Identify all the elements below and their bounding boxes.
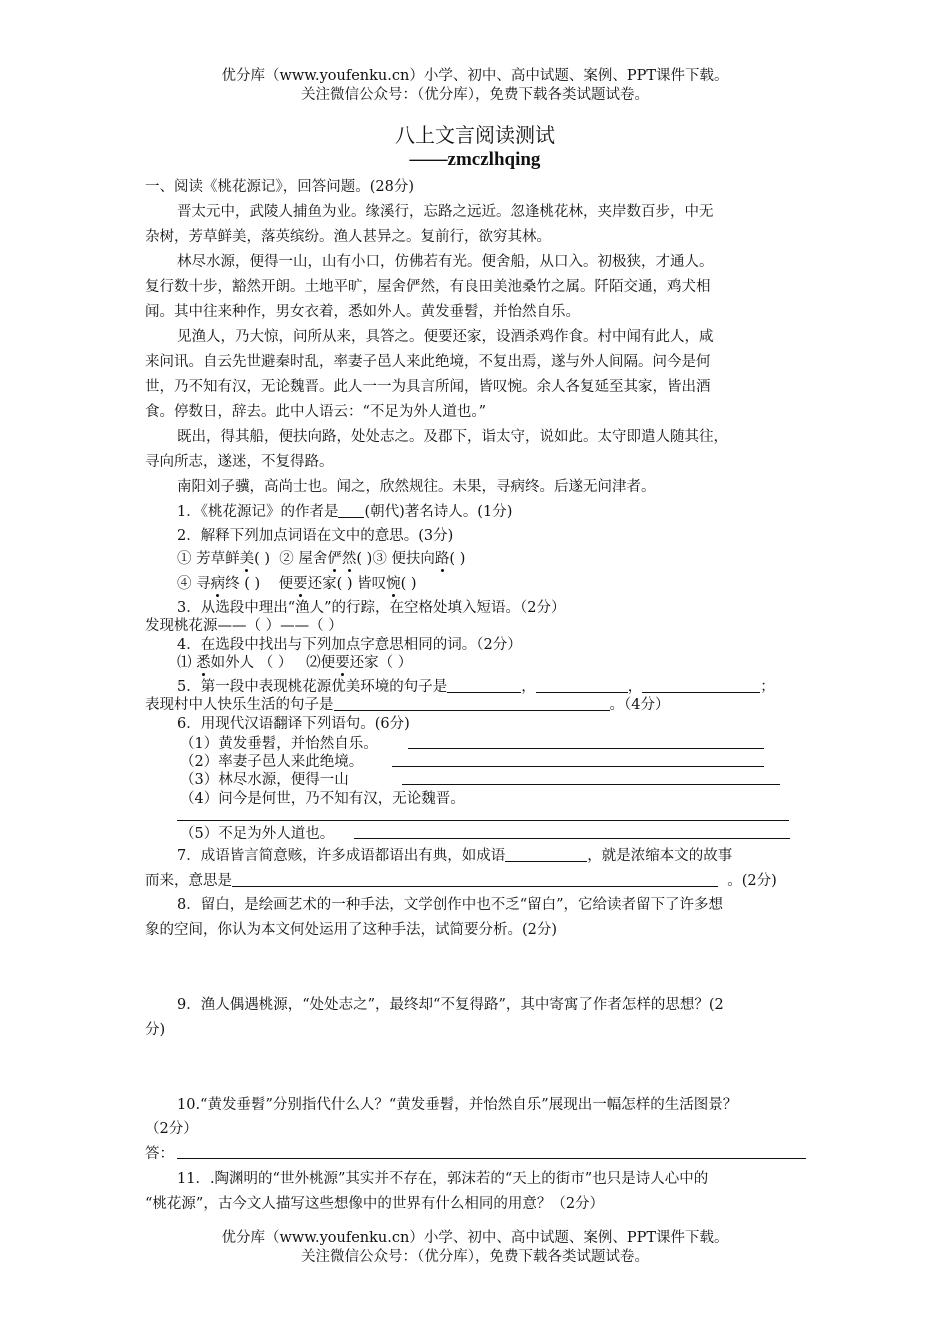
answer-blank[interactable] [536, 678, 628, 693]
answer-line[interactable] [177, 820, 789, 821]
question-8: 8．留白，是绘画艺术的一种手法，文学创作中也不乏“留白”，它给读者留下了许多想 [177, 897, 724, 913]
question-6-item: （5）不足为外人道也。 [180, 826, 335, 842]
question-2-row-2: ④ 寻病终 ( ) 便要还家( ) 皆叹惋( ) [177, 576, 417, 592]
answer-blank[interactable] [505, 847, 587, 862]
question-7-b: 而来，意思是 。(2分) [145, 873, 777, 889]
passage-line: 食。停数日，辞去。此中人语云：“不足为外人道也。” [145, 404, 487, 420]
question-7: 7．成语皆言简意赅，许多成语都语出有典，如成语 ，就是浓缩本文的故事 [177, 848, 733, 864]
answer-blank[interactable] [447, 678, 521, 693]
answer-blank[interactable] [334, 696, 610, 711]
question-3-stem: 3．从选段中理出“渔人”的行踪，在空格处填入短语。（2分） [177, 600, 566, 616]
header-line-2: 关注微信公众号：（优分库），免费下载各类试题试卷。 [301, 87, 649, 103]
question-10: 10.“黄发垂髫”分别指代什么人？“黄发垂髫，并怡然自乐”展现出一幅怎样的生活图景？ [177, 1097, 738, 1113]
section-heading: 一、阅读《桃花源记》，回答问题。(28分) [145, 179, 415, 195]
question-5: 5．第一段中表现桃花源优美环境的句子是 ， ， ； [177, 679, 775, 695]
question-5-b: 表现村中人快乐生活的句子是 。（4分） [145, 697, 670, 713]
passage-line: 闻。其中往来种作，男女衣着，悉如外人。黄发垂髫，并怡然自乐。 [145, 304, 580, 320]
question-9: 9．渔人偶遇桃源，“处处志之”，最终却“不复得路”，其中寄寓了作者怎样的思想？(2 [177, 997, 724, 1013]
answer-line[interactable] [402, 784, 780, 785]
passage-line: 世，乃不知有汉，无论魏晋。此人一一为具言所闻，皆叹惋。余人各复延至其家，皆出酒 [145, 379, 711, 395]
question-1: 1．《桃花源记》的作者是 (朝代)著名诗人。(1分) [177, 504, 513, 520]
footer-line-2: 关注微信公众号：（优分库），免费下载各类试题试卷。 [301, 1249, 649, 1265]
question-6-item: （2）率妻子邑人来此绝境。 [180, 754, 364, 770]
answer-line[interactable] [392, 766, 764, 767]
passage-line: 杂树，芳草鲜美，落英缤纷。渔人甚异之。复前行，欲穷其林。 [145, 229, 551, 245]
header-line-1: 优分库（www.youfenku.cn）小学、初中、高中试题、案例、PPT课件下载。 [221, 68, 729, 84]
question-4-stem: 4．在选段中找出与下列加点字意思相同的词。（2分） [177, 637, 522, 653]
answer-blank[interactable] [642, 678, 760, 693]
question-6-item: （4）问今是何世，乃不知有汉，无论魏晋。 [180, 791, 465, 807]
question-2-row-1: ① 芳草鲜美( ) ② 屋舍俨然( )③ 便扶向路( ) [177, 551, 466, 567]
answer-blank[interactable] [232, 872, 718, 887]
footer-line-1: 优分库（www.youfenku.cn）小学、初中、高中试题、案例、PPT课件下载。 [221, 1230, 729, 1246]
answer-line[interactable] [354, 838, 790, 839]
question-6-item: （3）林尽水源，便得一山 [180, 772, 349, 788]
question-2-stem: 2．解释下列加点词语在文中的意思。(3分) [177, 528, 454, 544]
passage-line: 见渔人，乃大惊，问所从来，具答之。便要还家，设酒杀鸡作食。村中闻有此人，咸 [177, 329, 714, 345]
passage-line: 既出，得其船，便扶向路，处处志之。及郡下，诣太守，说如此。太守即遣人随其往， [177, 429, 728, 445]
answer-blank[interactable] [338, 503, 364, 518]
passage-line: 南阳刘子骥，高尚士也。闻之，欣然规往。未果，寻病终。后遂无问津者。 [177, 479, 656, 495]
question-11: 11．.陶渊明的“世外桃源”其实并不存在，郭沫若的“天上的街市”也只是诗人心中的 [177, 1171, 709, 1187]
answer-line[interactable] [408, 748, 764, 749]
question-6-stem: 6．用现代汉语翻译下列语句。(6分) [177, 716, 410, 732]
question-9-b: 分) [145, 1022, 166, 1038]
passage-line: 晋太元中，武陵人捕鱼为业。缘溪行，忘路之远近。忽逢桃花林，夹岸数百步，中无 [177, 204, 714, 220]
passage-line: 来问讯。自云先世避秦时乱，率妻子邑人来此绝境，不复出焉，遂与外人间隔。问今是何 [145, 354, 711, 370]
answer-line[interactable] [177, 1158, 806, 1159]
passage-line: 寻向所志，遂迷，不复得路。 [145, 454, 334, 470]
passage-line: 林尽水源，便得一山，山有小口，仿佛若有光。便舍船，从口入。初极狭，才通人。 [177, 254, 714, 270]
question-11-b: “桃花源”，古今文人描写这些想像中的世界有什么相同的用意？（2分） [145, 1196, 605, 1212]
question-4-items: ⑴ 悉如外人 （ ） ⑵便要还家（ ） [177, 655, 413, 671]
question-10-b: （2分） [145, 1121, 198, 1137]
question-6-item: （1）黄发垂髫，并怡然自乐。 [180, 736, 378, 752]
passage-line: 复行数十步，豁然开朗。土地平旷，屋舍俨然，有良田美池桑竹之属。阡陌交通，鸡犬相 [145, 279, 711, 295]
page-title: 八上文言阅读测试 [395, 123, 555, 147]
page-subtitle: ——zmczlhqing [409, 149, 541, 170]
question-3-blanks: 发现桃花源——（ ）——（ ） [145, 618, 343, 634]
question-8-b: 象的空间，你认为本文何处运用了这种手法，试简要分析。(2分) [145, 922, 558, 938]
question-10-answer: 答： [145, 1146, 174, 1162]
